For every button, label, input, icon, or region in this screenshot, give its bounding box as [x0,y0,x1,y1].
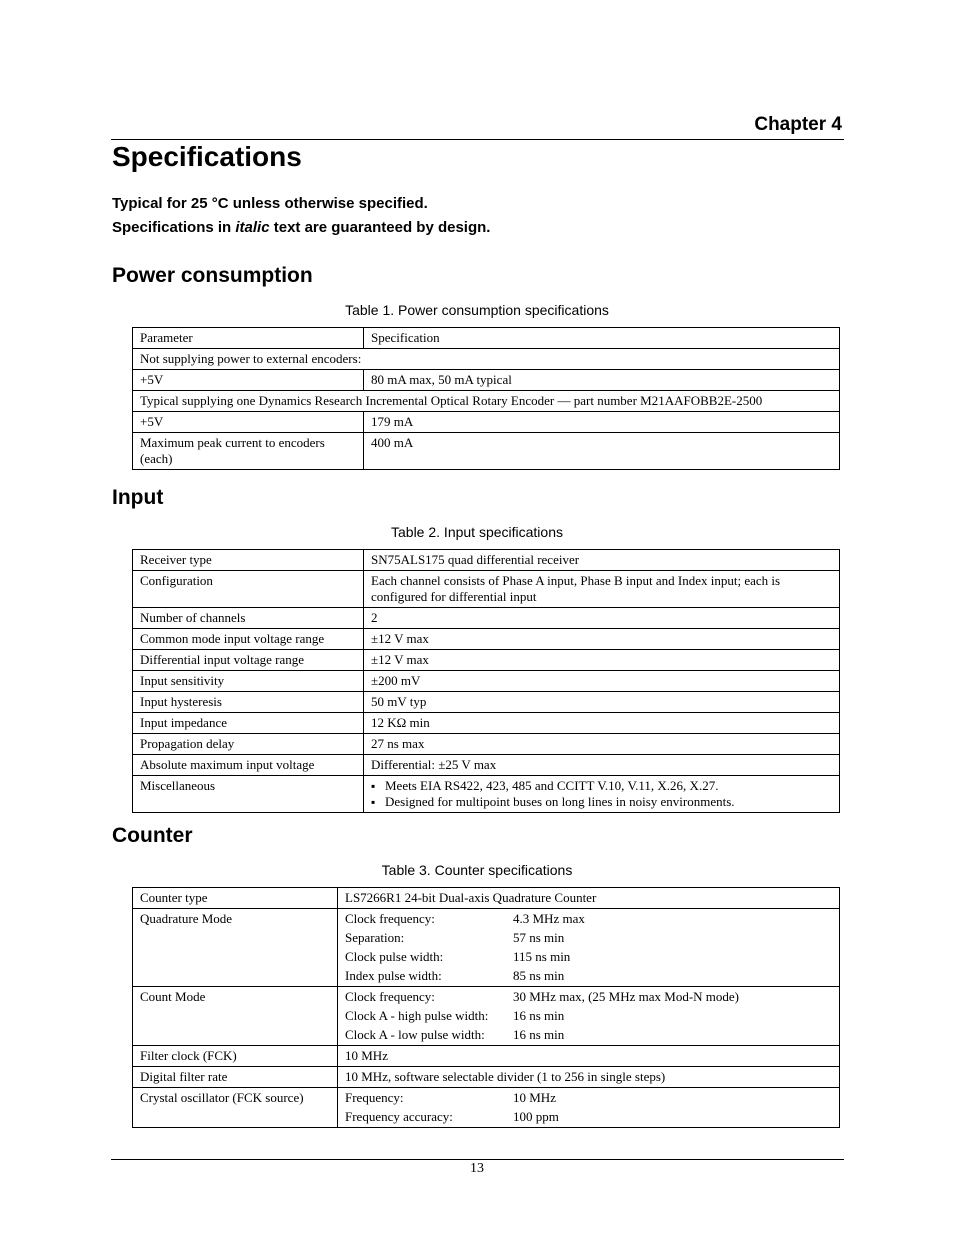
table-cell [364,776,840,813]
chapter-label: Chapter 4 [754,114,842,135]
table-row [133,550,840,571]
counter-table-caption: Table 3. Counter specifications [381,862,573,878]
table-cell: 10 MHz [338,1046,840,1067]
kv-key: Clock A - high pulse width: [345,1008,489,1023]
table-cell: Filter clock (FCK) [133,1046,338,1067]
table-cell: Digital filter rate [133,1067,338,1088]
table-section-cell: Typical supplying one Dynamics Research Incremental Optical Rotary Encoder — part number M21AAFOBB2E-2500 [133,391,840,412]
table-cell: 50 mV typ [364,692,840,713]
table-cell: Differential: ±25 V max [364,755,840,776]
table-cell: LS7266R1 24-bit Dual-axis Quadrature Counter [338,888,840,909]
kv-row [345,1008,739,1027]
kv-value: 30 MHz max, (25 MHz max Mod-N mode) [513,989,740,1004]
table-row [133,650,840,671]
table-row [133,608,840,629]
kv-row [345,930,585,949]
counter-table [132,887,840,1128]
table-row [133,1088,840,1128]
power-table-caption: Table 1. Power consumption specifications [345,302,609,318]
table-row [133,909,840,987]
table-cell: Differential input voltage range [133,650,364,671]
table-row [133,692,840,713]
kv-row [345,968,585,984]
table-cell: Configuration [133,571,364,608]
table-row [133,776,840,813]
kv-key: Separation: [345,930,405,945]
table-cell: +5V [133,412,364,433]
table-cell: Maximum peak current to encoders (each) [133,433,364,470]
table-cell: Input impedance [133,713,364,734]
table-row [133,734,840,755]
table-cell: Input sensitivity [133,671,364,692]
italic-note-emphasis: italic [235,219,270,236]
table-cell: Propagation delay [133,734,364,755]
table-cell: Absolute maximum input voltage [133,755,364,776]
top-rule [111,139,844,140]
table-cell: ±12 V max [364,629,840,650]
table-row [133,328,840,349]
kv-row [345,1090,559,1109]
table-cell: Count Mode [133,987,338,1046]
kv-key: Clock pulse width: [345,949,444,964]
table-row [133,370,840,391]
table-cell: Input hysteresis [133,692,364,713]
table-section-cell: Not supplying power to external encoders: [133,349,840,370]
italic-note [112,219,490,236]
misc-list [371,778,832,810]
table-cell: SN75ALS175 quad differential receiver [364,550,840,571]
table-row [133,987,840,1046]
table-cell: Counter type [133,888,338,909]
table-cell: 80 mA max, 50 mA typical [364,370,840,391]
table-row [133,671,840,692]
table-row [133,1067,840,1088]
table-cell: Parameter [133,328,364,349]
kv-key: Frequency: [345,1090,404,1105]
table-cell: Receiver type [133,550,364,571]
kv-row [345,911,585,930]
kv-value: 10 MHz [513,1090,556,1105]
kv-key: Frequency accuracy: [345,1109,453,1124]
power-heading: Power consumption [112,264,313,287]
bottom-rule [111,1159,844,1160]
table-cell: ±12 V max [364,650,840,671]
table-row [133,629,840,650]
table-row [133,571,840,608]
page-title: Specifications [112,141,302,172]
table-cell: 12 KΩ min [364,713,840,734]
table-cell: Quadrature Mode [133,909,338,987]
table-cell [338,1088,840,1128]
temperature-note: Typical for 25 °C unless otherwise specified. [112,195,428,212]
table-cell: Number of channels [133,608,364,629]
kv-row [345,989,739,1008]
quadrature-values [345,911,585,984]
kv-row [345,949,585,968]
power-table [132,327,840,470]
kv-key: Clock frequency: [345,989,435,1004]
table-cell: 27 ns max [364,734,840,755]
input-table [132,549,840,813]
kv-row [345,1109,559,1125]
table-row [133,412,840,433]
table-cell: Specification [364,328,840,349]
kv-key: Index pulse width: [345,968,442,983]
count-mode-values [345,989,739,1043]
italic-note-suffix: text are guaranteed by design. [269,219,491,236]
input-table-caption: Table 2. Input specifications [391,524,563,540]
kv-key: Clock A - low pulse width: [345,1027,485,1042]
table-cell: 10 MHz, software selectable divider (1 to 256 in single steps) [338,1067,840,1088]
oscillator-values [345,1090,559,1125]
table-cell [338,987,840,1046]
kv-value: 4.3 MHz max [513,911,585,926]
italic-note-prefix: Specifications in [112,219,236,236]
table-cell: Each channel consists of Phase A input, Phase B input and Index input; each is configured for differential input [364,571,840,608]
kv-value: 16 ns min [513,1027,565,1042]
table-cell: ±200 mV [364,671,840,692]
list-item: ▪ Meets EIA RS422, 423, 485 and CCITT V.10, V.11, X.26, X.27. [371,778,832,794]
kv-value: 115 ns min [513,949,571,964]
kv-value: 85 ns min [513,968,565,983]
table-cell: 2 [364,608,840,629]
table-cell: +5V [133,370,364,391]
table-row [133,888,840,909]
table-cell [338,909,840,987]
kv-value: 16 ns min [513,1008,565,1023]
table-row [133,391,840,412]
table-row [133,349,840,370]
table-row [133,713,840,734]
kv-value: 57 ns min [513,930,565,945]
page-number: 13 [470,1161,484,1176]
table-cell: Common mode input voltage range [133,629,364,650]
list-item: ▪ Designed for multipoint buses on long lines in noisy environments. [371,794,832,810]
table-row [133,755,840,776]
kv-key: Clock frequency: [345,911,435,926]
table-cell: 179 mA [364,412,840,433]
kv-row [345,1027,739,1043]
counter-heading: Counter [112,824,193,847]
input-heading: Input [112,486,164,509]
kv-value: 100 ppm [513,1109,559,1124]
table-cell: 400 mA [364,433,840,470]
table-row [133,433,840,470]
table-cell: Miscellaneous [133,776,364,813]
table-cell: Crystal oscillator (FCK source) [133,1088,338,1128]
table-row [133,1046,840,1067]
